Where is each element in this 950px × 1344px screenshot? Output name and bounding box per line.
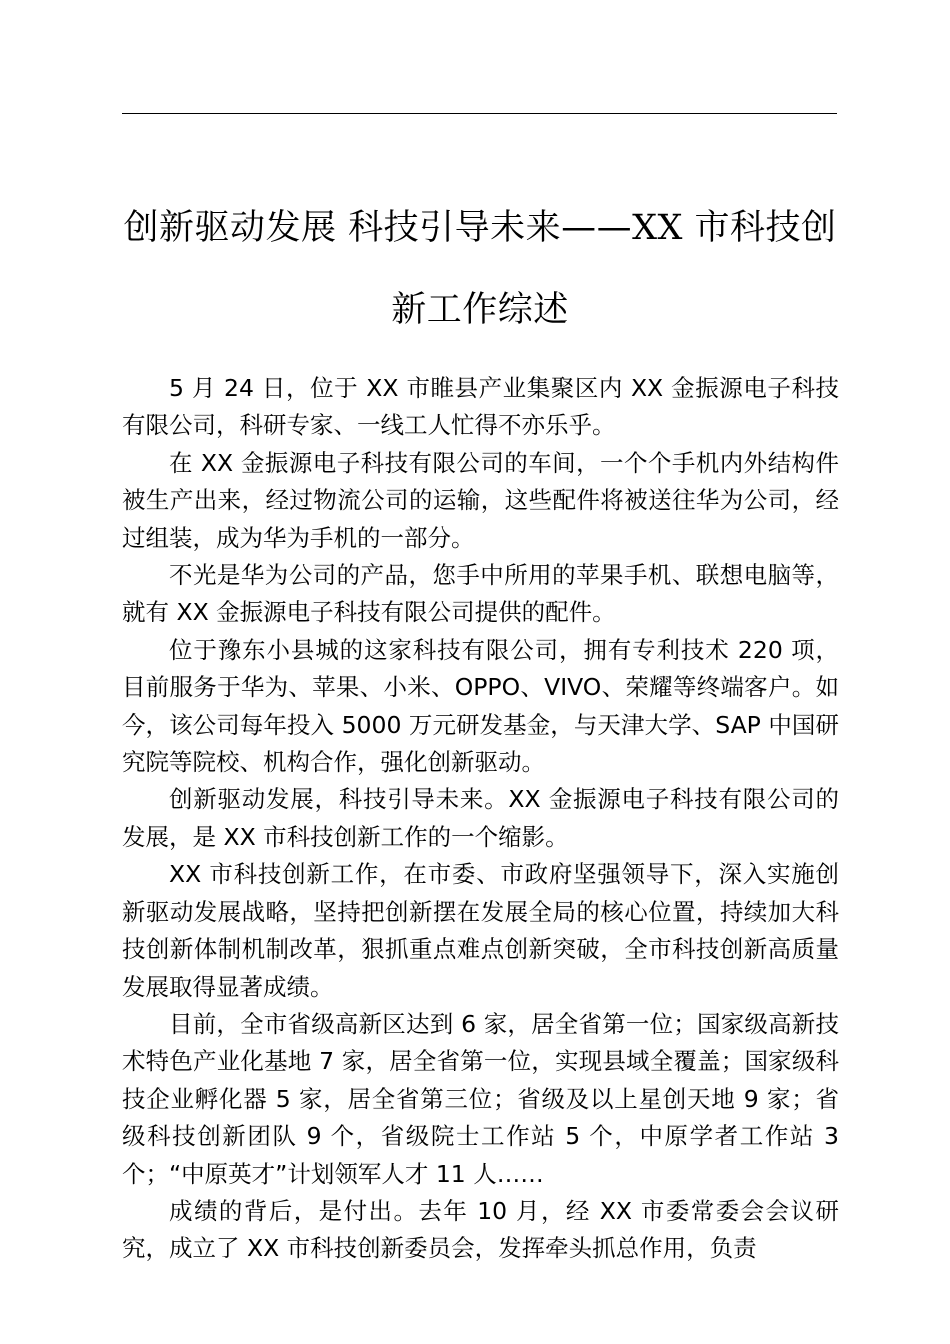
paragraph: 位于豫东小县城的这家科技有限公司，拥有专利技术 220 项，目前服务于华为、苹果、小米、OPPO、VIVO、荣耀等终端客户。如今，该公司每年投入 5000 万元研发基金，与天津大学、SAP 中国研究院等院校、机构合作，强化创新驱动。 bbox=[122, 635, 839, 777]
title-line-2: 新工作综述 bbox=[391, 290, 569, 330]
paragraph: 创新驱动发展，科技引导未来。XX 金振源电子科技有限公司的发展，是 XX 市科技创新工作的一个缩影。 bbox=[122, 785, 839, 851]
paragraph: 成绩的背后，是付出。去年 10 月，经 XX 市委常委会会议研究，成立了 XX 市科技创新委员会，发挥牵头抓总作用，负责 bbox=[122, 1196, 839, 1263]
paragraph: XX 市科技创新工作，在市委、市政府坚强领导下，深入实施创新驱动发展战略，坚持把创新摆在发展全局的核心位置，持续加大科技创新体制机制改革，狠抓重点难点创新突破，全市科技创新高质量发展取得显著成绩。 bbox=[122, 860, 839, 1001]
title-line-1 bbox=[110, 208, 850, 248]
document-title bbox=[110, 208, 850, 330]
header-rule bbox=[122, 113, 837, 114]
title-line-1-part-2: 市科技创 bbox=[682, 208, 837, 248]
title-line-1-part-1: 创新驱动发展 科技引导未来—— bbox=[123, 208, 633, 248]
paragraph: 5 月 24 日，位于 XX 市睢县产业集聚区内 XX 金振源电子科技有限公司，科研专家、一线工人忙得不亦乐乎。 bbox=[122, 374, 839, 440]
paragraph: 目前，全市省级高新区达到 6 家，居全省第一位；国家级高新技术特色产业化基地 7 家，居全省第一位，实现县域全覆盖；国家级科技企业孵化器 5 家，居全省第三位；省级及以上星创天地 9 家；省级科技创新团队 9 个，省级院士工作站 5 个，中原学者工作站 3 个；“中原英才”计划领军人才 11 人…… bbox=[122, 1009, 839, 1188]
paragraph: 不光是华为公司的产品，您手中所用的苹果手机、联想电脑等，就有 XX 金振源电子科技有限公司提供的配件。 bbox=[122, 561, 839, 627]
title-line-1-latin: XX bbox=[632, 208, 683, 248]
paragraph: 在 XX 金振源电子科技有限公司的车间，一个个手机内外结构件被生产出来，经过物流公司的运输，这些配件将被送往华为公司，经过组装，成为华为手机的一部分。 bbox=[122, 448, 839, 552]
document-body bbox=[122, 370, 839, 1268]
